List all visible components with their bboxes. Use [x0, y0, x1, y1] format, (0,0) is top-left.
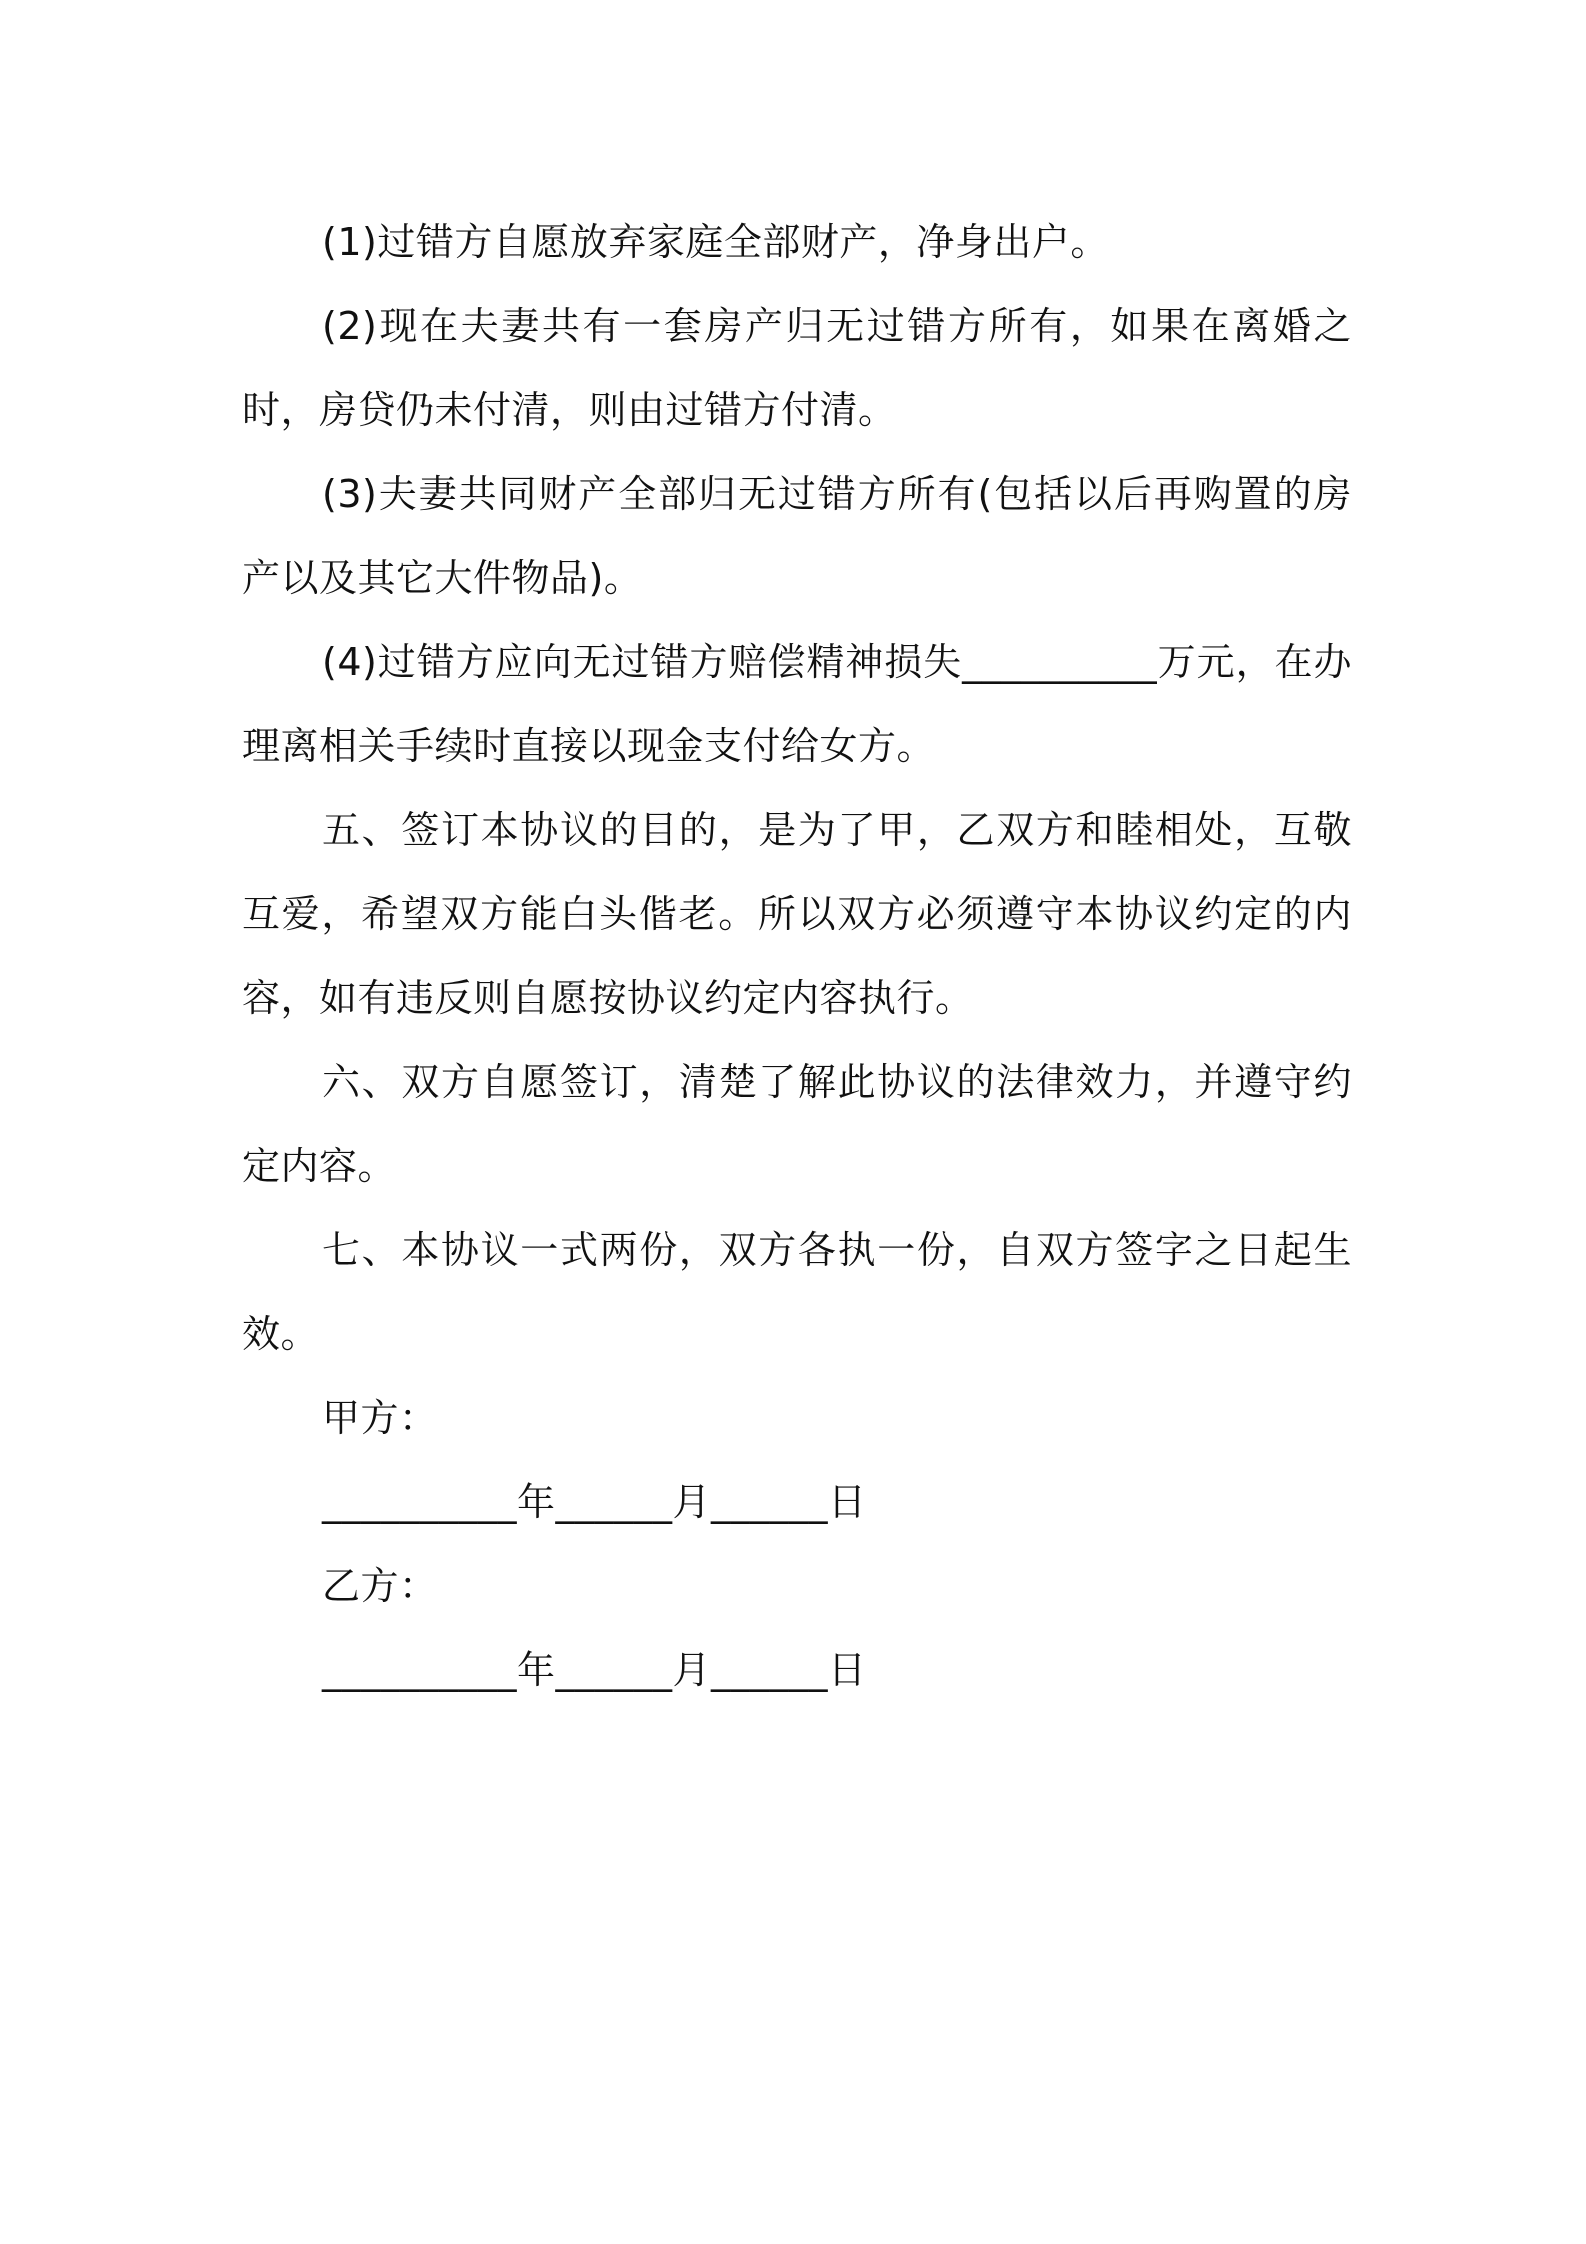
document-body	[242, 200, 1352, 1712]
party-b-date-line: __________年______月______日	[322, 1648, 867, 1692]
clause-3: (3)夫妻共同财产全部归无过错方所有(包括以后再购置的房产以及其它大件物品)。	[242, 472, 1352, 600]
section-5: 五、签订本协议的目的，是为了甲，乙双方和睦相处，互敬互爱，希望双方能白头偕老。所以双方必须遵守本协议约定的内容，如有违反则自愿按协议约定内容执行。	[242, 808, 1352, 1020]
party-a-date-line: __________年______月______日	[322, 1480, 867, 1524]
clause-2: (2)现在夫妻共有一套房产归无过错方所有，如果在离婚之时，房贷仍未付清，则由过错方付清。	[242, 304, 1352, 432]
party-a-label: 甲方：	[322, 1396, 438, 1440]
party-b-label: 乙方：	[322, 1564, 438, 1608]
clause-4: (4)过错方应向无过错方赔偿精神损失__________万元，在办理离相关手续时直接以现金支付给女方。	[242, 640, 1352, 768]
section-7: 七、本协议一式两份，双方各执一份，自双方签字之日起生效。	[242, 1228, 1352, 1356]
clause-1: (1)过错方自愿放弃家庭全部财产，净身出户。	[322, 220, 1109, 264]
section-6: 六、双方自愿签订，清楚了解此协议的法律效力，并遵守约定内容。	[242, 1060, 1352, 1188]
